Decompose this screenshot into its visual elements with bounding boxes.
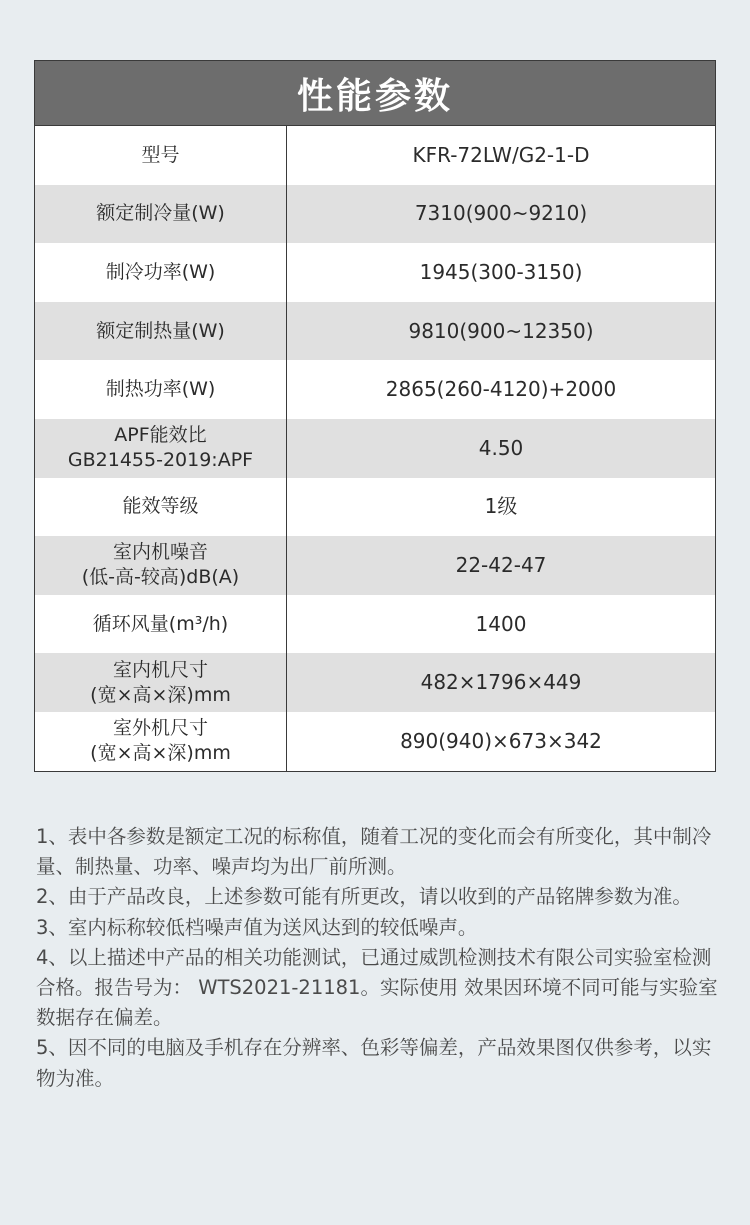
row-value: 1945(300-3150) xyxy=(419,259,583,284)
row-value: KFR-72LW/G2-1-D xyxy=(412,142,590,167)
row-label: 能效等级 xyxy=(35,478,287,537)
row-value: 1级 xyxy=(484,494,518,519)
table-row xyxy=(35,360,715,419)
table-row xyxy=(35,419,715,478)
row-label: 额定制冷量(W) xyxy=(35,185,287,244)
row-label: 室外机尺寸 (宽×高×深)mm xyxy=(35,712,287,771)
row-value: 2865(260-4120)+2000 xyxy=(385,377,617,402)
table-row xyxy=(35,243,715,302)
spec-table xyxy=(34,60,716,772)
table-row xyxy=(35,536,715,595)
row-label: 型号 xyxy=(35,126,287,185)
note-item: 2、由于产品改良，上述参数可能有所更改，请以收到的产品铭牌参数为准。 xyxy=(36,885,692,909)
note-item: 3、室内标称较低档噪声值为送风达到的较低噪声。 xyxy=(36,915,478,939)
table-row xyxy=(35,126,715,185)
row-value: 4.50 xyxy=(478,435,524,460)
row-value: 22-42-47 xyxy=(455,552,547,577)
row-label: 循环风量(m³/h) xyxy=(35,595,287,654)
row-value: 7310(900~9210) xyxy=(414,201,588,226)
row-label: APF能效比 GB21455-2019:APF xyxy=(35,419,287,478)
table-row xyxy=(35,302,715,361)
note-item: 1、表中各参数是额定工况的标称值，随着工况的变化而会有所变化，其中制冷量、制热量、功率、噪声均为出厂前所测。 xyxy=(36,825,712,879)
row-value: 890(940)×673×342 xyxy=(400,728,602,753)
row-label: 室内机尺寸 (宽×高×深)mm xyxy=(35,653,287,712)
row-label: 室内机噪音 (低-高-较高)dB(A) xyxy=(35,536,287,595)
table-row xyxy=(35,595,715,654)
notes xyxy=(36,822,720,1094)
table-row xyxy=(35,185,715,244)
row-value: 9810(900~12350) xyxy=(408,318,594,343)
row-value: 1400 xyxy=(475,611,527,636)
row-label: 额定制热量(W) xyxy=(35,302,287,361)
note-item: 4、以上描述中产品的相关功能测试，已通过威凯检测技术有限公司实验室检测合格。报告号为： WTS2021-21181。实际使用 效果因环境不同可能与实验室数据存在偏差。 xyxy=(36,945,718,1030)
table-title: 性能参数 xyxy=(35,61,715,126)
row-label: 制冷功率(W) xyxy=(35,243,287,302)
table-row xyxy=(35,478,715,537)
table-row xyxy=(35,653,715,712)
row-value: 482×1796×449 xyxy=(420,670,582,695)
note-item: 5、因不同的电脑及手机存在分辨率、色彩等偏差，产品效果图仅供参考，以实物为准。 xyxy=(36,1036,712,1090)
table-row xyxy=(35,712,715,771)
row-label: 制热功率(W) xyxy=(35,360,287,419)
